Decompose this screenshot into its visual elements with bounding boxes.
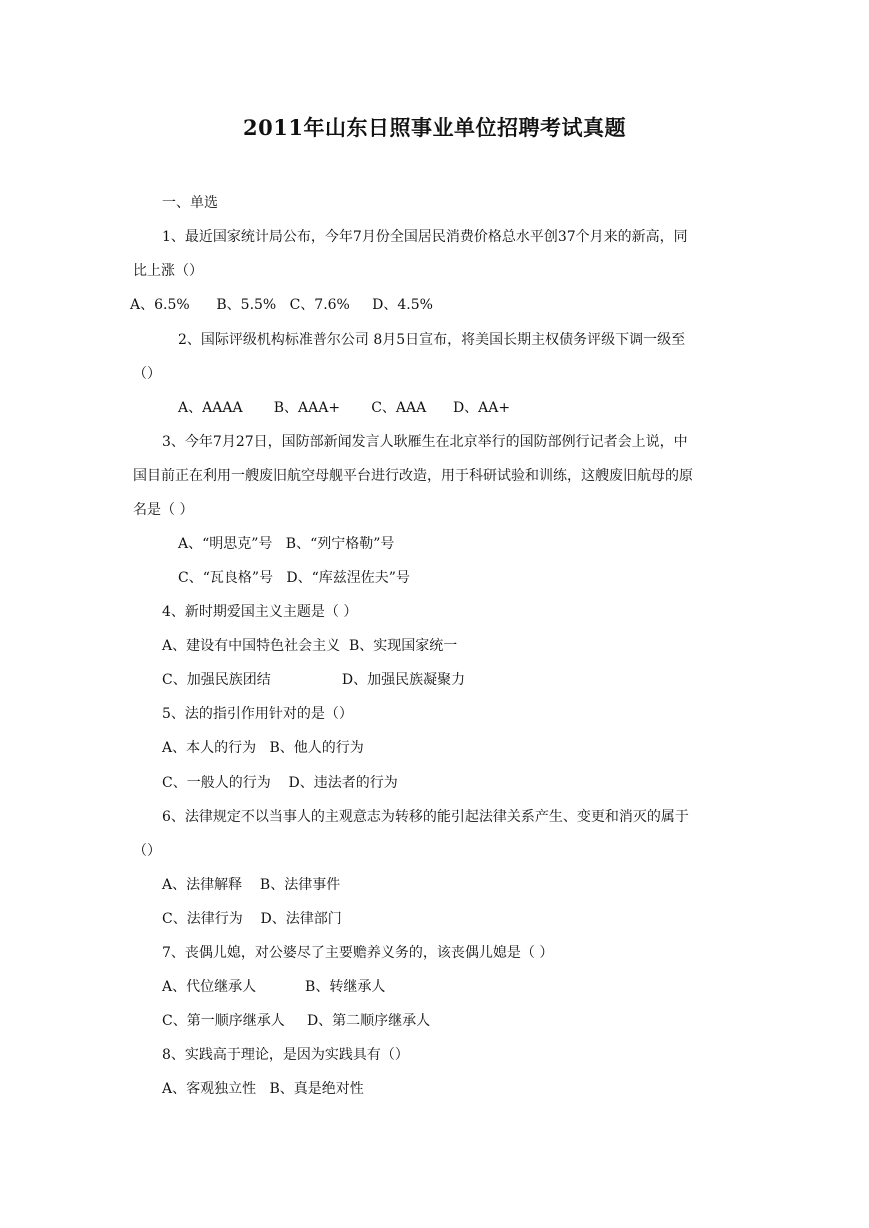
question-6-stem-line-2: （） (133, 843, 161, 859)
question-3-options-line-2: C、“瓦良格”号 D、“库兹涅佐夫”号 (178, 570, 410, 586)
question-3-stem-line-2: 国目前正在利用一艘废旧航空母舰平台进行改造，用于科研试验和训练，这艘废旧航母的原 (133, 468, 693, 484)
question-2-options: A、AAAA B、AAA+ C、AAA D、AA+ (178, 400, 511, 416)
question-3-options-line-1: A、“明思克”号 B、“列宁格勒”号 (178, 536, 395, 552)
question-2-stem-line-1: 2、国际评级机构标准普尔公司 8月5日宣布，将美国长期主权债务评级下调一级至 (178, 332, 686, 348)
question-2-stem-line-2: （） (133, 366, 161, 382)
question-7-options-line-2: C、第一顺序继承人 D、第二顺序继承人 (162, 1013, 431, 1029)
question-7-stem: 7、丧偶儿媳，对公婆尽了主要赡养义务的，该丧偶儿媳是（ ） (162, 945, 554, 961)
question-4-options-line-2: C、加强民族团结 D、加强民族凝聚力 (162, 672, 466, 688)
question-6-stem-line-1: 6、法律规定不以当事人的主观意志为转移的能引起法律关系产生、变更和消灭的属于 (162, 809, 689, 825)
question-5-stem: 5、法的指引作用针对的是（） (162, 706, 353, 722)
question-4-options-line-1: A、建设有中国特色社会主义 B、实现国家统一 (162, 638, 458, 654)
question-6-options-line-1: A、法律解释 B、法律事件 (162, 877, 341, 893)
question-8-options-line-1: A、客观独立性 B、真是绝对性 (162, 1081, 364, 1097)
question-1-stem-line-2: 比上涨（） (133, 263, 203, 279)
question-3-stem-line-1: 3、今年7月27日，国防部新闻发言人耿雁生在北京举行的国防部例行记者会上说，中 (162, 434, 688, 450)
question-8-stem: 8、实践高于理论，是因为实践具有（） (162, 1047, 409, 1063)
question-3-stem-line-3: 名是（ ） (133, 502, 194, 518)
question-6-options-line-2: C、法律行为 D、法律部门 (162, 911, 342, 927)
question-7-options-line-1: A、代位继承人 B、转继承人 (162, 979, 386, 995)
document-title: 2011年山东日照事业单位招聘考试真题 (243, 115, 626, 140)
question-1-options: A、6.5% B、5.5% C、7.6% D、4.5% (130, 297, 433, 313)
question-1-stem-line-1: 1、最近国家统计局公布，今年7月份全国居民消费价格总水平创37个月来的新高，同 (162, 229, 688, 245)
question-5-options-line-2: C、一般人的行为 D、违法者的行为 (162, 775, 398, 791)
section-heading: 一、单选 (162, 195, 218, 211)
question-4-stem: 4、新时期爱国主义主题是（ ） (162, 604, 358, 620)
question-5-options-line-1: A、本人的行为 B、他人的行为 (162, 740, 364, 756)
